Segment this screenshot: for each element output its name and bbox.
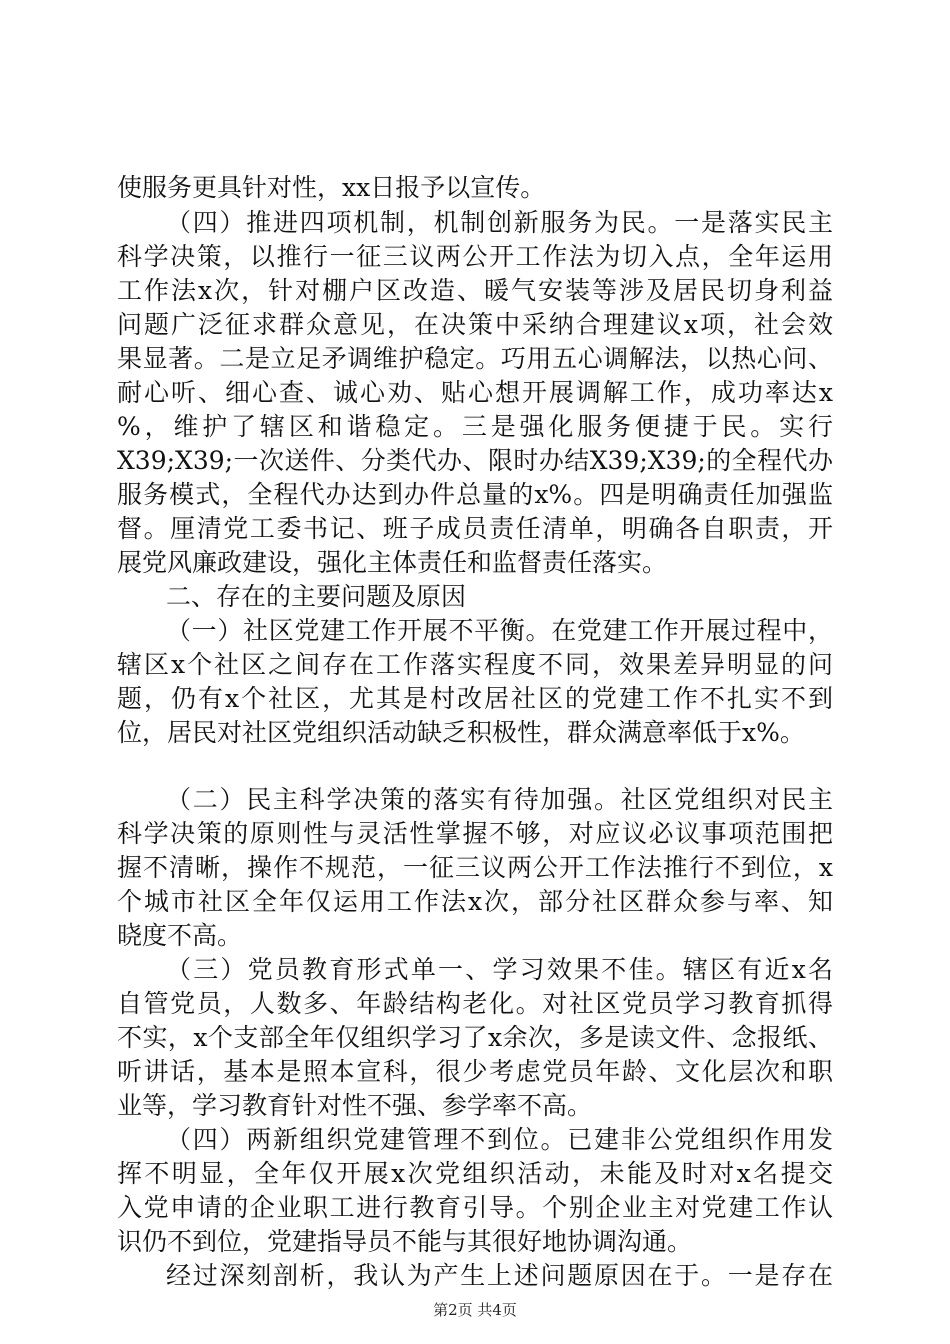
text-line-7: 耐心听、细心查、诚心劝、贴心想开展调解工作，成功率达x xyxy=(117,378,833,407)
text-line-32: 经过深刻剖析，我认为产生上述问题原因在于。一是存在 xyxy=(166,1261,833,1290)
text-line-1: 使服务更具针对性，xx日报予以宣传。 xyxy=(117,173,546,202)
text-line-28: （四）两新组织党建管理不到位。已建非公党组织作用发 xyxy=(166,1125,833,1154)
text-line-17: 位，居民对社区党组织活动缺乏积极性，群众满意率低于x%。 xyxy=(117,718,805,747)
text-line-27: 业等，学习教育针对性不强、参学率不高。 xyxy=(117,1091,593,1120)
text-line-19: 科学决策的原则性与灵活性掌握不够，对应议必议事项范围把 xyxy=(117,819,833,848)
text-line-9: X39;X39;一次送件、分类代办、限时办结X39;X39;的全程代办 xyxy=(117,446,833,475)
text-line-11: 督。厘清党工委书记、班子成员责任清单，明确各自职责，开 xyxy=(117,514,833,543)
text-line-24: 自管党员，人数多、年龄结构老化。对社区党员学习教育抓得 xyxy=(117,989,833,1018)
text-line-4: 工作法x次，针对棚户区改造、暖气安装等涉及居民切身利益 xyxy=(117,276,833,305)
page-number-footer: 第2页 共4页 xyxy=(433,1301,517,1319)
text-line-22: 晓度不高。 xyxy=(117,921,243,950)
text-line-15: 辖区x个社区之间存在工作落实程度不同，效果差异明显的问 xyxy=(117,650,833,679)
text-line-12: 展党风廉政建设，强化主体责任和监督责任落实。 xyxy=(117,548,668,577)
text-line-10: 服务模式，全程代办达到办件总量的x%。四是明确责任加强监 xyxy=(117,480,833,509)
text-line-20: 握不清晰，操作不规范，一征三议两公开工作法推行不到位，x xyxy=(117,853,833,882)
text-line-16: 题，仍有x个社区，尤其是村改居社区的党建工作不扎实不到 xyxy=(117,684,833,713)
text-line-21: 个城市社区全年仅运用工作法x次，部分社区群众参与率、知 xyxy=(117,887,833,916)
text-line-31: 识仍不到位，党建指导员不能与其很好地协调沟通。 xyxy=(117,1227,693,1256)
text-line-26: 听讲话，基本是照本宣科，很少考虑党员年龄、文化层次和职 xyxy=(117,1057,833,1086)
text-line-8: %，维护了辖区和谐稳定。三是强化服务便捷于民。实行 xyxy=(117,412,833,441)
text-line-18: （二）民主科学决策的落实有待加强。社区党组织对民主 xyxy=(166,785,833,814)
text-line-14: （一）社区党建工作开展不平衡。在党建工作开展过程中， xyxy=(166,616,833,645)
text-line-5: 问题广泛征求群众意见，在决策中采纳合理建议x项，社会效 xyxy=(117,310,833,339)
section-heading: 二、存在的主要问题及原因 xyxy=(166,582,467,611)
text-line-6: 果显著。二是立足矛调维护稳定。巧用五心调解法，以热心问、 xyxy=(117,344,833,373)
text-line-2: （四）推进四项机制，机制创新服务为民。一是落实民主 xyxy=(166,208,833,237)
text-line-25: 不实，x个支部全年仅组织学习了x余次，多是读文件、念报纸、 xyxy=(117,1023,833,1052)
text-line-30: 入党申请的企业职工进行教育引导。个别企业主对党建工作认 xyxy=(117,1193,833,1222)
text-line-29: 挥不明显，全年仅开展x次党组织活动，未能及时对x名提交 xyxy=(117,1159,833,1188)
text-line-3: 科学决策，以推行一征三议两公开工作法为切入点，全年运用 xyxy=(117,242,833,271)
text-line-23: （三）党员教育形式单一、学习效果不佳。辖区有近x名 xyxy=(166,955,833,984)
